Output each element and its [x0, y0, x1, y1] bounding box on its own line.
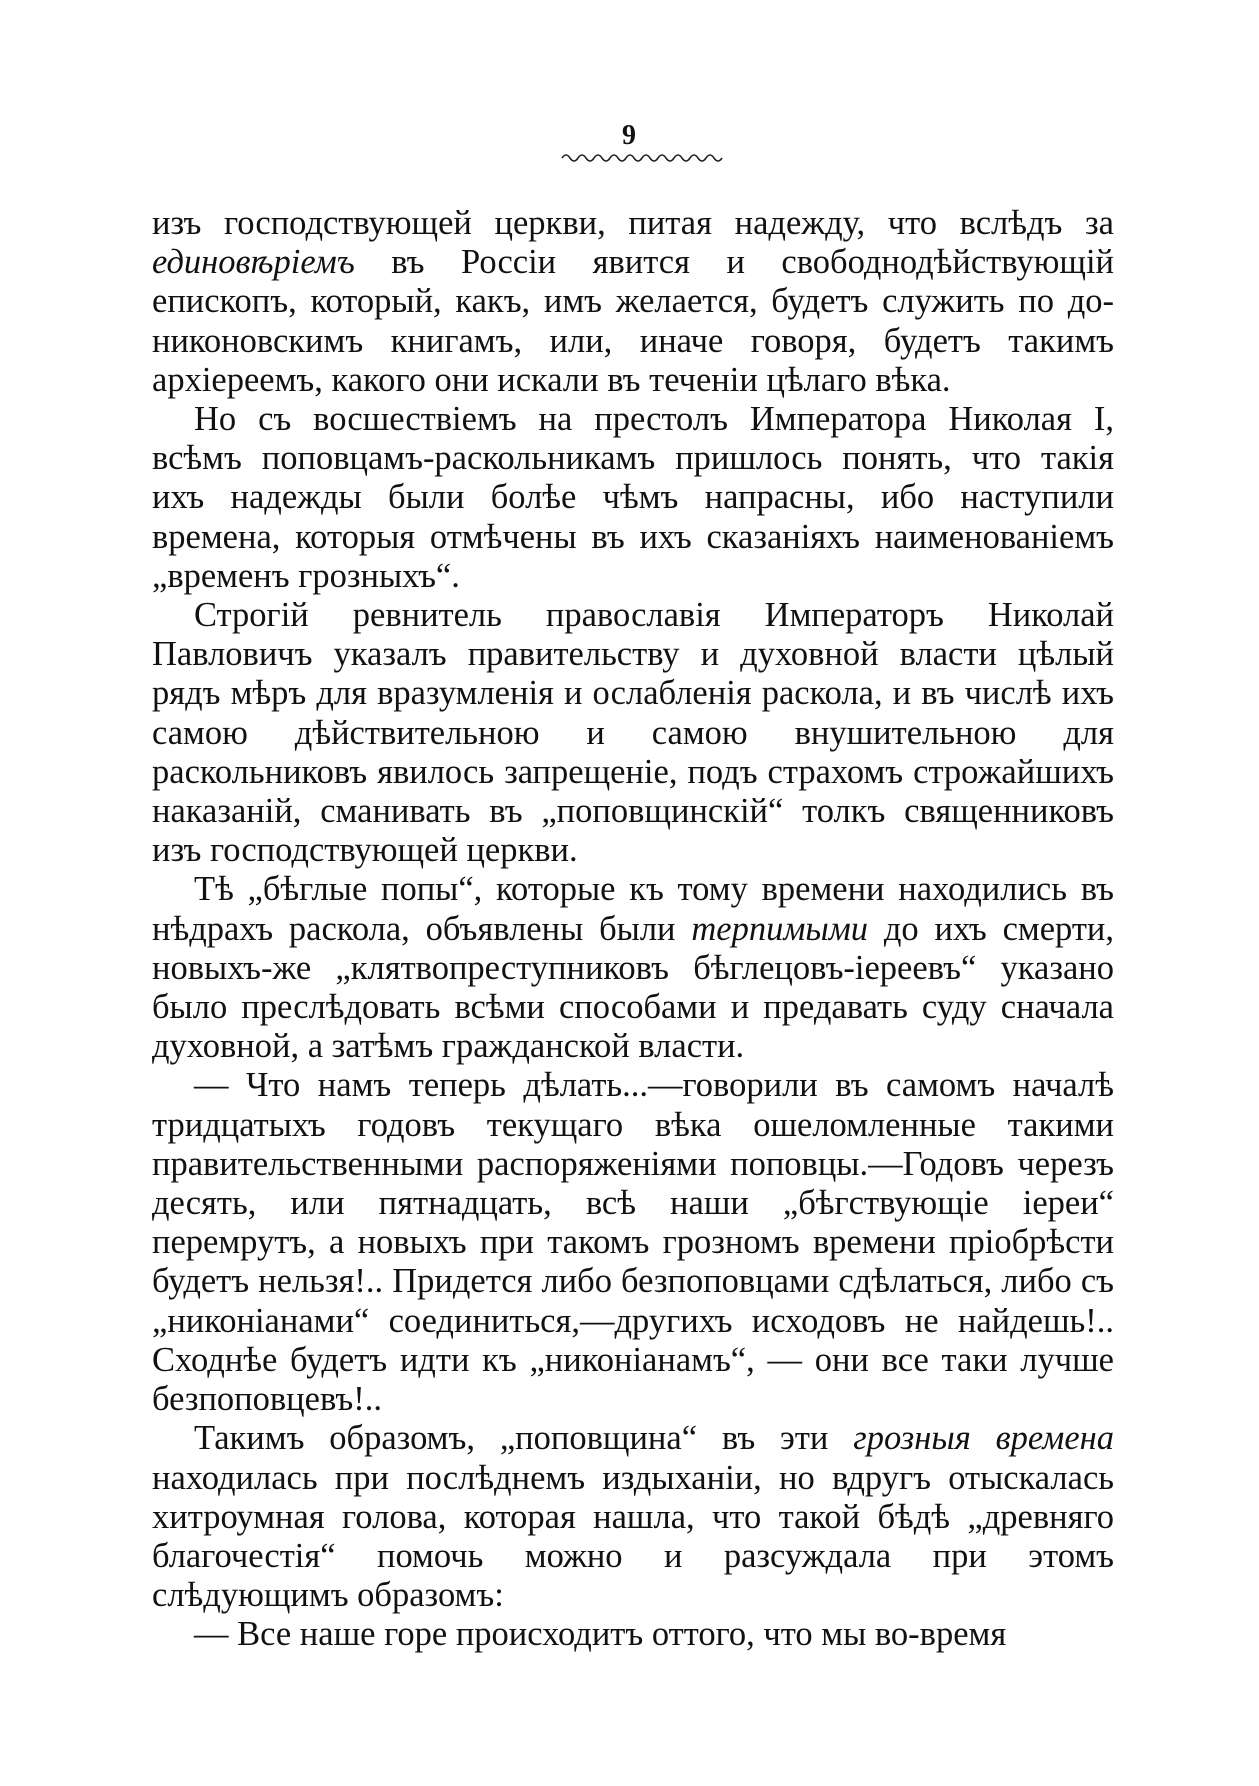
page-number: 9 [622, 120, 637, 151]
paragraph-4-italic-term: терпимыми [691, 909, 868, 948]
paragraph-7 [152, 1615, 1114, 1654]
paragraph-6 [152, 1419, 1114, 1615]
paragraph-5 [152, 1066, 1114, 1419]
paragraph-7-segment-1: — Все наше горе происходитъ оттого, что мы во-время [194, 1615, 1007, 1654]
paragraph-1-segment-1: изъ господствующей церкви, питая надежду, что вслѣдъ за [152, 204, 1114, 242]
paragraph-1-segment-3: въ Россіи явится и свободнодѣйствующій епископъ, который, какъ, имъ желается, будетъ служить по до-никоновскимъ книгамъ, или, иначе говоря, будетъ такимъ архіереемъ, какого они искали въ теченіи цѣлаго вѣка. [152, 243, 1114, 399]
paragraph-3 [152, 596, 1114, 870]
paragraph-4-segment-3: до ихъ смерти, новыхъ-же „клятвопреступниковъ бѣглецовъ-іереевъ“ указано было преслѣдовать всѣми способами и предавать суду сначала духовной, а затѣмъ гражданской власти. [152, 909, 1114, 1066]
paragraph-6-segment-1: Такимъ образомъ, „поповщина“ въ эти [194, 1419, 854, 1458]
paragraph-2 [152, 400, 1114, 596]
paragraph-2-segment-1: Но съ восшествіемъ на престолъ Императора Николая I, всѣмъ поповцамъ-раскольникамъ пришлось понять, что такія ихъ надежды были болѣе чѣмъ напрасны, ибо наступили времена, которыя отмѣчены въ ихъ сказаніяхъ наименованіемъ „временъ грозныхъ“. [152, 400, 1114, 595]
paragraph-1 [152, 204, 1114, 400]
decorative-wavy-rule [560, 150, 730, 164]
paragraph-1-italic-term: единовѣріемъ [152, 243, 355, 282]
paragraph-3-segment-1: Строгій ревнитель православія Императоръ Николай Павловичъ указалъ правительству и духовной власти цѣлый рядъ мѣръ для вразумленія и ослабленія раскола, и въ числѣ ихъ самою дѣйствительною и самою внушительною для раскольниковъ явилось запрещеніе, подъ страхомъ строжайшихъ наказаній, сманивать въ „поповщинскій“ толкъ священниковъ изъ господствующей церкви. [152, 596, 1114, 870]
paragraph-6-segment-3: находилась при послѣднемъ издыханіи, но вдругъ отыскалась хитроумная голова, которая нашла, что такой бѣдѣ „древняго благочестія“ помочь можно и разсуждала при этомъ слѣдующимъ образомъ: [152, 1458, 1114, 1615]
paragraph-4-segment-1: Тѣ „бѣглые попы“, которые къ тому времени находились въ нѣдрахъ раскола, объявлены были [152, 870, 1114, 948]
paragraph-5-segment-1: — Что намъ теперь дѣлать...—говорили въ самомъ началѣ тридцатыхъ годовъ текущаго вѣка ошеломленные такими правительственными распоряженіями поповцы.—Годовъ черезъ десять, или пятнадцать, всѣ наши „бѣгствующіе іереи“ перемрутъ, а новыхъ при такомъ грозномъ времени пріобрѣсти будетъ нельзя!.. Придется либо безпоповцами сдѣлаться, либо съ „никоніанами“ соединиться,—другихъ исходовъ не найдешь!.. Сходнѣе будетъ идти къ „никоніанамъ“, — они все таки лучше безпоповцевъ!.. [152, 1066, 1114, 1419]
paragraph-6-italic-term: грозныя времена [853, 1419, 1114, 1458]
paragraph-4 [152, 870, 1114, 1066]
body-text [152, 204, 1114, 1655]
